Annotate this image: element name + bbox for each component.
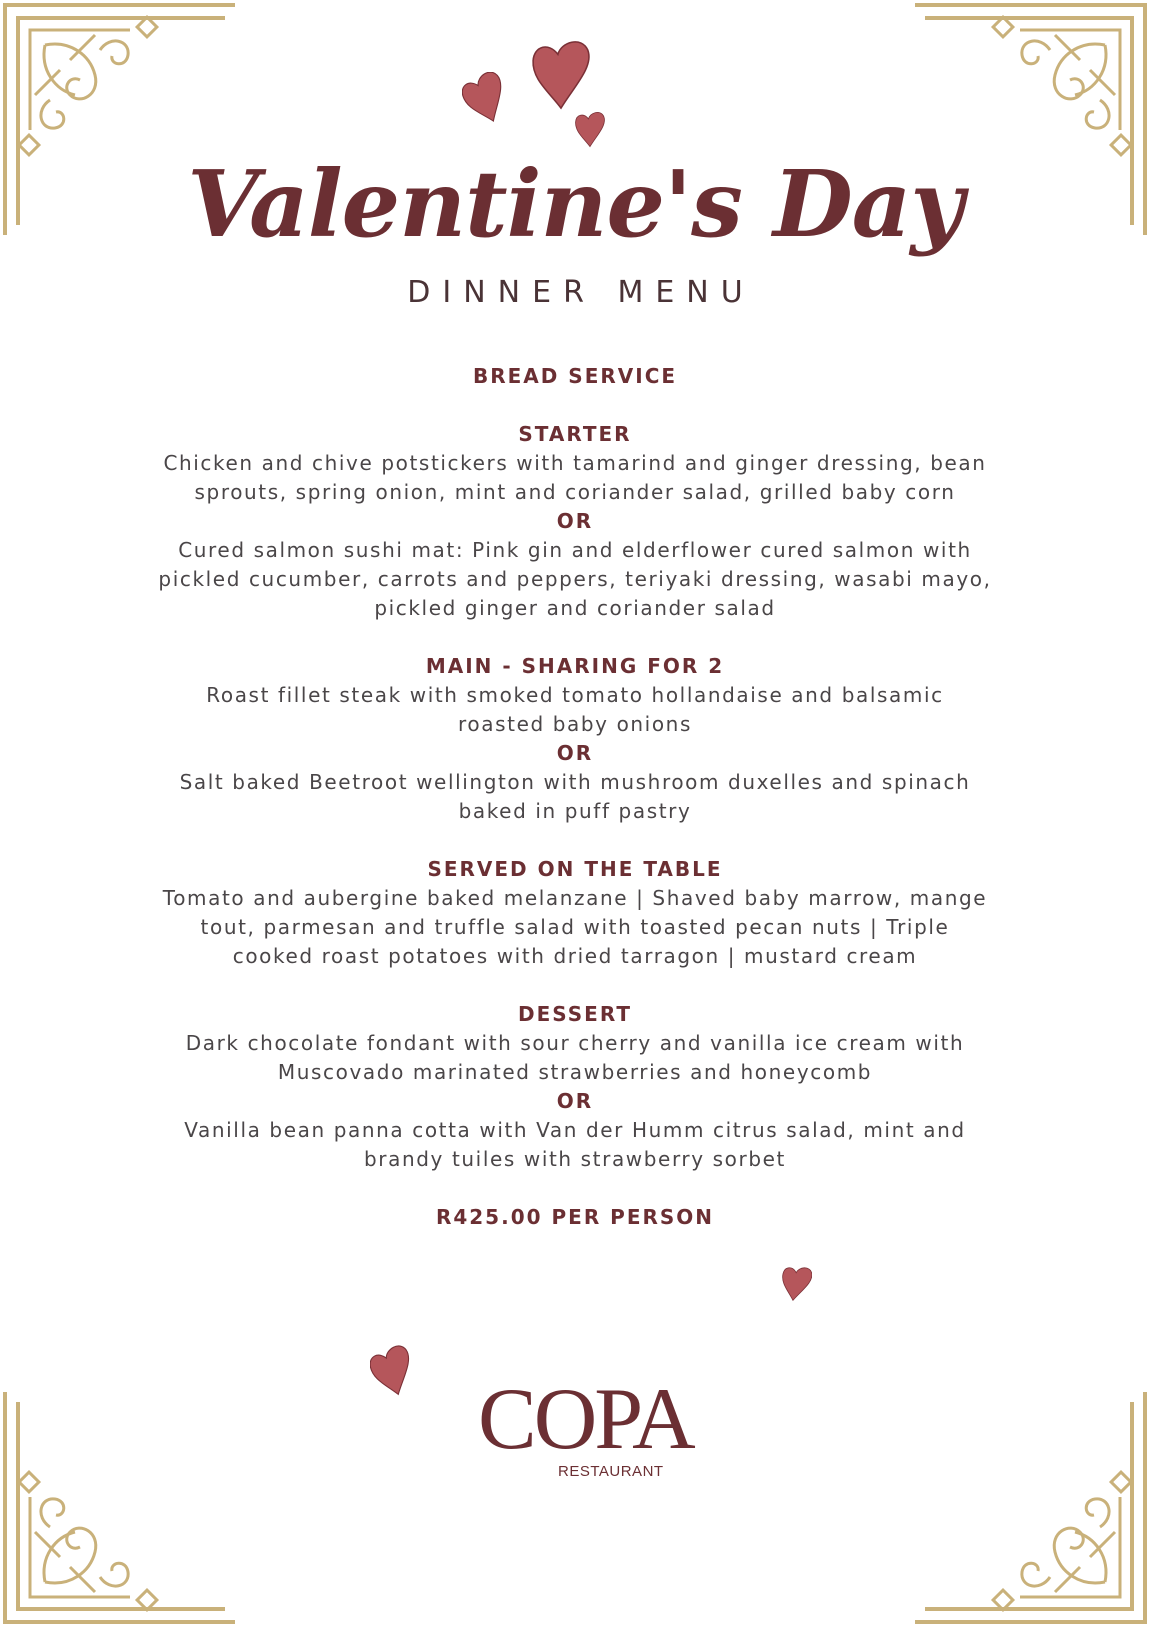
main-option-1-line: roasted baby onions bbox=[458, 712, 692, 736]
logo-tagline: RESTAURANT bbox=[558, 1463, 664, 1480]
starter-heading: STARTER bbox=[518, 422, 632, 446]
section-dessert bbox=[140, 1000, 1010, 1174]
copa-restaurant-logo bbox=[470, 1365, 693, 1495]
main-heading: MAIN - SHARING FOR 2 bbox=[425, 654, 725, 678]
section-bread-service bbox=[140, 362, 1010, 391]
dessert-heading: DESSERT bbox=[518, 1002, 632, 1026]
main-option-2-line: baked in puff pastry bbox=[458, 799, 692, 823]
dessert-or: OR bbox=[556, 1089, 594, 1113]
menu-body bbox=[140, 362, 1010, 1261]
corner-ornament-bottom-right bbox=[910, 1387, 1150, 1627]
starter-option-1-line: Chicken and chive potstickers with tamarind and ginger dressing, bean bbox=[163, 451, 987, 475]
starter-option-2-line: pickled ginger and coriander salad bbox=[374, 596, 776, 620]
dessert-option-2-line: brandy tuiles with strawberry sorbet bbox=[364, 1147, 786, 1171]
section-main bbox=[140, 652, 1010, 826]
section-price bbox=[140, 1203, 1010, 1232]
main-option-2-line: Salt baked Beetroot wellington with mushroom duxelles and spinach bbox=[179, 770, 971, 794]
main-option-1-line: Roast fillet steak with smoked tomato hollandaise and balsamic bbox=[206, 683, 944, 707]
table-line: Tomato and aubergine baked melanzane | Shaved baby marrow, mange bbox=[162, 886, 988, 910]
table-line: tout, parmesan and truffle salad with toasted pecan nuts | Triple bbox=[200, 915, 950, 939]
menu-title: Valentine's Day bbox=[187, 150, 963, 258]
menu-subtitle: DINNER MENU bbox=[407, 275, 755, 310]
table-heading: SERVED ON THE TABLE bbox=[427, 857, 723, 881]
bread-service-heading: BREAD SERVICE bbox=[472, 364, 678, 388]
heart-icon-large bbox=[530, 35, 592, 113]
price-label: R425.00 PER PERSON bbox=[435, 1205, 715, 1229]
section-served-on-table bbox=[140, 855, 1010, 971]
heart-icon-small bbox=[574, 108, 606, 150]
heart-icon-bottom-left bbox=[370, 1345, 414, 1397]
starter-option-2-line: pickled cucumber, carrots and peppers, teriyaki dressing, wasabi mayo, bbox=[158, 567, 992, 591]
heart-icon-bottom-right bbox=[780, 1262, 812, 1304]
starter-or: OR bbox=[556, 509, 594, 533]
dessert-option-1-line: Dark chocolate fondant with sour cherry and vanilla ice cream with bbox=[185, 1031, 965, 1055]
starter-option-1-line: sprouts, spring onion, mint and coriander salad, grilled baby corn bbox=[194, 480, 956, 504]
corner-ornament-bottom-left bbox=[0, 1387, 240, 1627]
logo-wordmark: COPA bbox=[478, 1371, 693, 1468]
heart-icon-left bbox=[462, 72, 508, 124]
dessert-option-1-line: Muscovado marinated strawberries and honeycomb bbox=[277, 1060, 873, 1084]
starter-option-2-line: Cured salmon sushi mat: Pink gin and elderflower cured salmon with bbox=[178, 538, 972, 562]
table-line: cooked roast potatoes with dried tarragon | mustard cream bbox=[232, 944, 918, 968]
dessert-option-2-line: Vanilla bean panna cotta with Van der Humm citrus salad, mint and bbox=[184, 1118, 966, 1142]
section-starter bbox=[140, 420, 1010, 623]
main-or: OR bbox=[556, 741, 594, 765]
